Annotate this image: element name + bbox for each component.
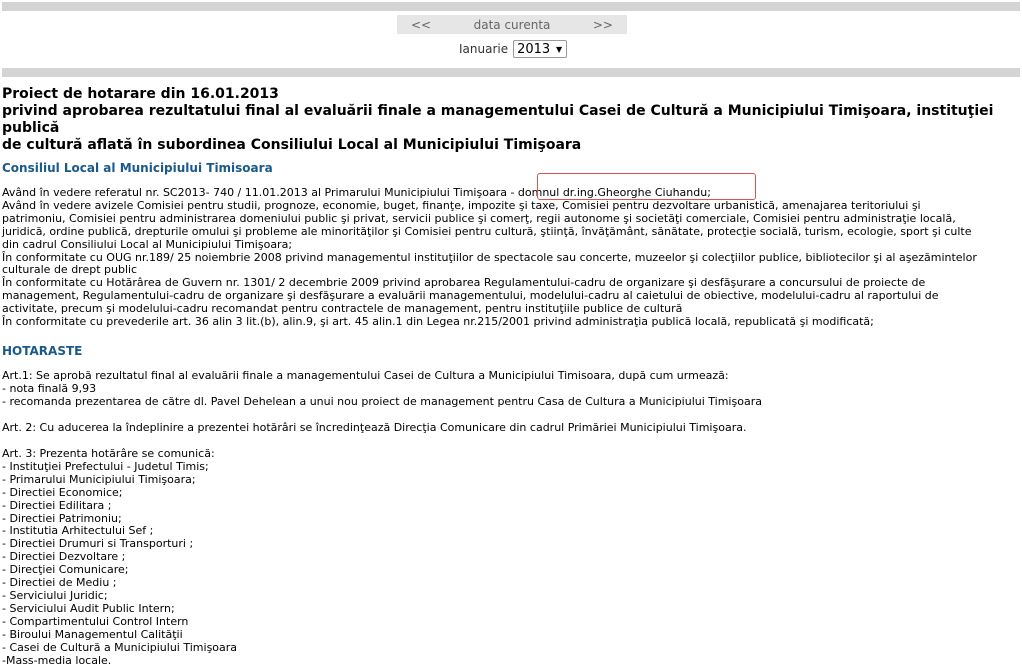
list-item: - Primarului Municipiului Timişoara;	[2, 472, 196, 486]
preamble	[2, 187, 1020, 329]
prev-button[interactable]: <<	[411, 17, 432, 32]
month-label: Ianuarie	[459, 42, 509, 56]
article-2	[2, 422, 1020, 435]
hotaraste-heading: HOTARASTE	[2, 344, 83, 358]
chevron-down-icon: ▼	[555, 44, 563, 54]
article-3	[2, 448, 1020, 667]
preamble-line: În conformitate cu Hotărârea de Guvern nr. 1301/ 2 decembrie 2009 privind aprobarea Regulamentului-cadru de organizare şi desfăşurare a concursului de proiecte de	[2, 276, 926, 290]
preamble-line: Având în vedere avizele Comisiei pentru studii, prognoze, economie, buget, finanţe, impozite şi taxe, Comisiei pentru dezvoltare urbanistică, amenajarea teritoriului şi	[2, 198, 921, 212]
highlight-annotation-box	[537, 173, 756, 200]
title-line: Proiect de hotarare din 16.01.2013	[2, 86, 279, 102]
list-item: - Serviciului Juridic;	[2, 588, 108, 602]
council-heading: Consiliul Local al Municipiului Timisoara	[2, 161, 273, 175]
current-date-link[interactable]: data curenta	[473, 17, 551, 32]
preamble-line: management, Regulamentului-cadru de organizare şi desfăşurare a evaluării managementului, modelului-cadru al caietului de obiective, modelului-cadru al raportului de	[2, 289, 939, 303]
top-divider-bar	[2, 2, 1020, 11]
page-title	[2, 86, 1020, 154]
preamble-line: juridică, ordine publică, drepturile omului şi probleme ale minorităţilor şi Comisiei pentru cultură, ştiinţă, învăţământ, sănătate, protecţie socială, turism, ecologie, sport şi culte	[2, 224, 972, 238]
article-line: - nota finală 9,93	[2, 381, 97, 395]
list-item: - Directiei de Mediu ;	[2, 576, 117, 590]
list-item: - Directiei Dezvoltare ;	[2, 550, 126, 564]
list-item: - Directiei Economice;	[2, 485, 123, 499]
list-item: - Biroului Managementul Calităţii	[2, 627, 183, 641]
title-line: de cultură aflată în subordinea Consiliului Local al Municipiului Timişoara	[2, 137, 582, 153]
month-year-row	[459, 39, 567, 59]
preamble-line: patrimoniu, Comisiei pentru administrarea domeniului public şi privat, servicii publice şi comerţ, regii autonome şi societăţi comerciale, Comisiei pentru administraţie locală,	[2, 211, 956, 225]
list-item: - Instituţiei Prefectului - Judetul Timis;	[2, 459, 209, 473]
year-select[interactable]	[513, 40, 567, 58]
list-item: - Directiei Patrimoniu;	[2, 511, 122, 525]
list-item: - Institutia Arhitectului Sef ;	[2, 524, 154, 538]
content-divider-bar	[2, 68, 1020, 77]
preamble-line: Având în vedere referatul nr. SC2013- 740 / 11.01.2013 al Primarului Municipiului Timişoara - domnul dr.ing.Gheorghe Ciuhandu;	[2, 186, 711, 199]
preamble-line: În conformitate cu OUG nr.189/ 25 noiembrie 2008 privind managementul instituţiilor de spectacole sau concerte, muzeelor şi colecţiilor publice, bibliotecilor şi al aşezămintelor	[2, 250, 977, 264]
article-line: Art.1: Se aprobă rezultatul final al evaluării finale a managementului Casei de Cultura a Municipiului Timisoara, după cum urmează:	[2, 369, 729, 382]
year-value: 2013	[517, 41, 551, 57]
list-item: - Direcţiei Comunicare;	[2, 563, 129, 577]
list-item: - Serviciului Audit Public Intern;	[2, 601, 175, 615]
next-button[interactable]: >>	[592, 17, 613, 32]
article-line: - recomanda prezentarea de către dl. Pavel Dehelean a unui nou proiect de management pentru Casa de Cultura a Municipiului Timişoara	[2, 394, 762, 408]
list-item: - Directiei Drumuri si Transporturi ;	[2, 537, 194, 551]
article-line: Art. 3: Prezenta hotărâre se comunică:	[2, 447, 215, 460]
list-item: - Casei de Cultură a Municipiului Timişoara	[2, 640, 238, 654]
list-item: - Compartimentului Control Intern	[2, 614, 189, 628]
article-line: Art. 2: Cu aducerea la îndeplinire a prezentei hotărâri se încredinţează Direcţia Comunicare din cadrul Primăriei Municipiului Timişoara.	[2, 421, 747, 434]
date-navigation	[397, 15, 627, 34]
preamble-line: În conformitate cu prevederile art. 36 alin 3 lit.(b), alin.9, şi art. 45 alin.1 din Legea nr.215/2001 privind administraţia publică locală, republicată şi modificată;	[2, 315, 874, 329]
list-item: - Directiei Edilitara ;	[2, 498, 112, 512]
preamble-line: activitate, precum şi modelului-cadru recomandat pentru contractele de management, pentru instituţiile publice de cultură	[2, 302, 683, 316]
preamble-line: din cadrul Consiliului Local al Municipiului Timişoara;	[2, 237, 293, 251]
list-item: -Mass-media locale.	[2, 653, 112, 667]
title-line: privind aprobarea rezultatului final al evaluării finale a managementului Casei de Cultură a Municipiului Timişoara, instituţiei publică	[2, 103, 994, 136]
article-1	[2, 370, 1020, 409]
preamble-line: culturale de drept public	[2, 263, 138, 277]
